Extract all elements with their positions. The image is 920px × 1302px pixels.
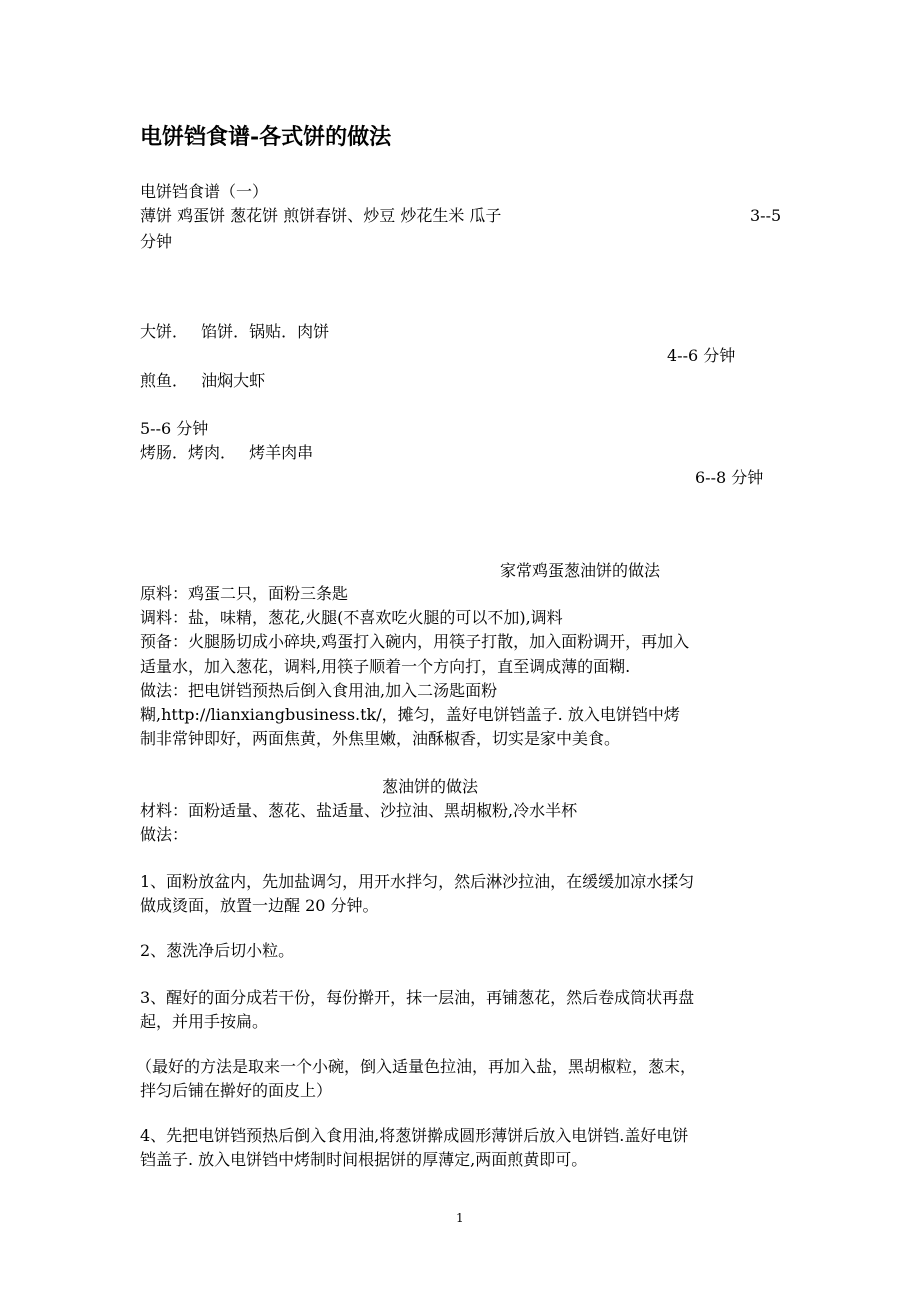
- section-heading: 电饼铛食谱（一）: [140, 182, 269, 201]
- cook-time-row-3: 5--6 分钟: [140, 419, 209, 438]
- recipe-step-1-cont: 做成烫面，放置一边醒 20 分钟。: [140, 896, 379, 915]
- cook-time-row-4: 6--8 分钟: [695, 468, 764, 487]
- recipe-line: 制非常钟即好，两面焦黄，外焦里嫩，油酥椒香，切实是家中美食。: [140, 729, 621, 748]
- page-number: 1: [456, 1211, 464, 1225]
- recipe-note: （最好的方法是取来一个小碗，倒入适量色拉油，再加入盐，黑胡椒粒，葱末，: [136, 1057, 697, 1076]
- recipe-line: 原料：鸡蛋二只，面粉三条匙: [140, 584, 349, 603]
- recipe-line: 调料：盐，味精，葱花,火腿(不喜欢吃火腿的可以不加),调料: [140, 608, 563, 627]
- recipe-note-cont: 拌匀后铺在擀好的面皮上）: [140, 1081, 333, 1100]
- recipe-heading-scallion-pancake: 葱油饼的做法: [382, 777, 479, 796]
- recipe-step-3: 3、醒好的面分成若干份，每份擀开，抹一层油，再铺葱花，然后卷成筒状再盘: [140, 988, 695, 1007]
- food-list-row-1: 薄饼 鸡蛋饼 葱花饼 煎饼春饼、炒豆 炒花生米 瓜子: [140, 206, 502, 225]
- recipe-step-4-cont: 铛盖子. 放入电饼铛中烤制时间根据饼的厚薄定,两面煎黄即可。: [140, 1150, 588, 1169]
- recipe-method-label: 做法：: [140, 825, 189, 844]
- cook-time-row-2: 4--6 分钟: [667, 346, 736, 365]
- document-title: 电饼铛食谱-各式饼的做法: [140, 124, 392, 150]
- recipe-step-3-cont: 起，并用手按扁。: [140, 1012, 269, 1031]
- food-list-row-4: 烤肠．烤肉． 烤羊肉串: [140, 443, 314, 462]
- recipe-heading-egg-scallion-pancake: 家常鸡蛋葱油饼的做法: [500, 561, 661, 580]
- recipe-line: 预备：火腿肠切成小碎块,鸡蛋打入碗内，用筷子打散，加入面粉调开，再加入: [140, 632, 690, 651]
- recipe-step-4: 4、先把电饼铛预热后倒入食用油,将葱饼擀成圆形薄饼后放入电饼铛.盖好电饼: [140, 1126, 689, 1145]
- recipe-step-2: 2、葱洗净后切小粒。: [140, 941, 295, 960]
- food-list-row-2: 大饼． 馅饼．锅贴．肉饼: [140, 322, 330, 341]
- recipe-line-with-url: 糊,http://lianxiangbusiness.tk/，摊匀，盖好电饼铛盖子. 放入电饼铛中烤: [140, 705, 680, 724]
- cook-time-row-1: 3--5: [750, 206, 782, 225]
- recipe-materials: 材料：面粉适量、葱花、盐适量、沙拉油、黑胡椒粉,冷水半杯: [140, 801, 578, 820]
- recipe-line: 做法：把电饼铛预热后倒入食用油,加入二汤匙面粉: [140, 681, 498, 700]
- food-list-row-3: 煎鱼． 油焖大虾: [140, 371, 266, 390]
- recipe-step-1: 1、面粉放盆内，先加盐调匀，用开水拌匀，然后淋沙拉油，在缓缓加凉水揉匀: [140, 872, 695, 891]
- cook-time-row-1-unit: 分钟: [140, 232, 173, 251]
- recipe-line: 适量水，加入葱花，调料,用筷子顺着一个方向打，直至调成薄的面糊.: [140, 657, 631, 676]
